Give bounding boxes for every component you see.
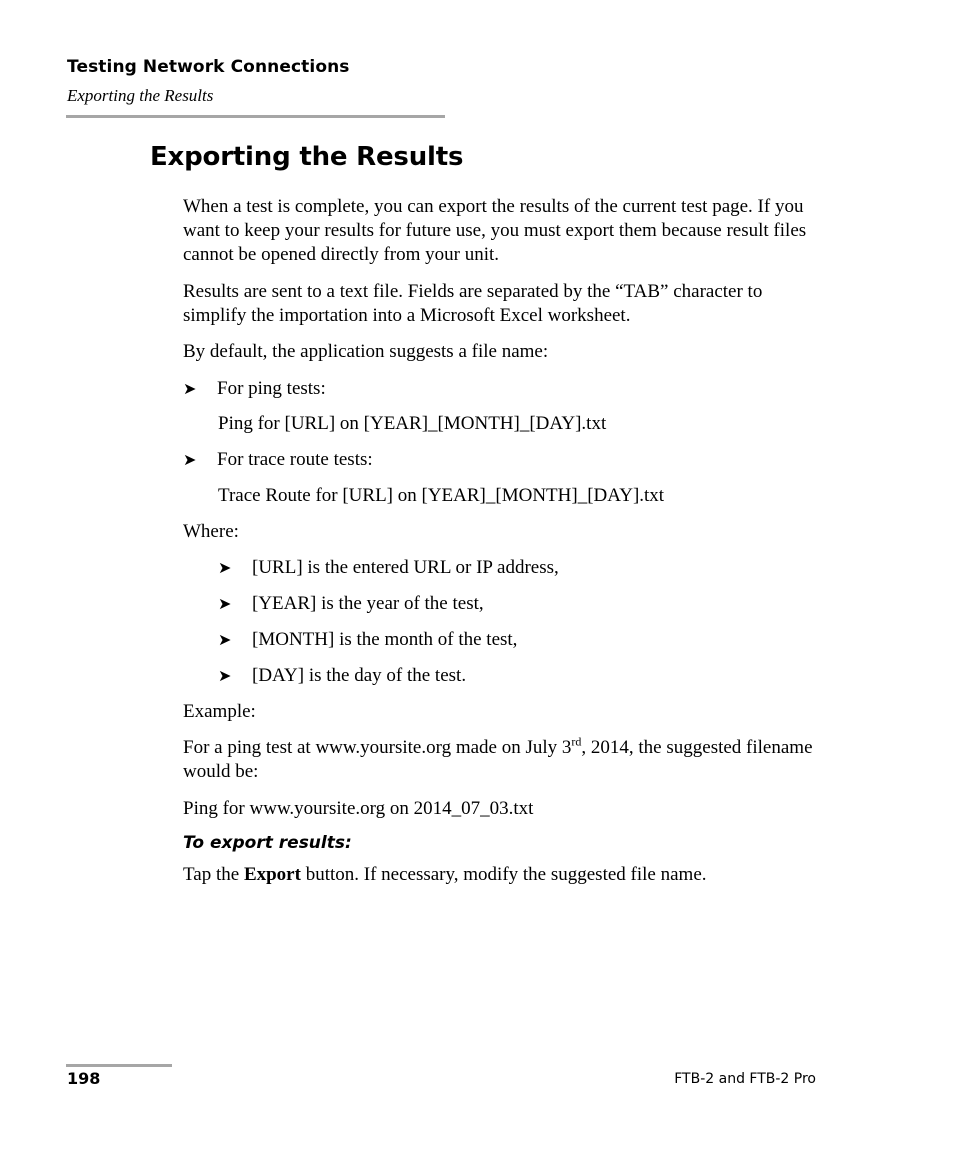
footer-product-name: FTB-2 and FTB-2 Pro xyxy=(674,1071,816,1087)
arrowhead-bullet-icon: ➤ xyxy=(218,594,232,613)
bullet-label: For trace route tests: xyxy=(217,449,373,470)
arrowhead-bullet-icon: ➤ xyxy=(183,450,197,469)
procedure-text-start: Tap the xyxy=(183,864,244,885)
page-number: 198 xyxy=(67,1069,101,1088)
footer-divider xyxy=(66,1064,172,1067)
procedure-step xyxy=(183,863,823,887)
default-name-paragraph: By default, the application suggests a file name: xyxy=(183,341,549,362)
bullet-item-ping xyxy=(183,377,326,401)
header-divider xyxy=(66,115,445,118)
where-item-text: [URL] is the entered URL or IP address, xyxy=(252,557,559,578)
example-label: Example: xyxy=(183,701,256,722)
arrowhead-bullet-icon: ➤ xyxy=(218,558,232,577)
where-item-month xyxy=(218,628,517,652)
where-item-text: [YEAR] is the year of the test, xyxy=(252,593,484,614)
procedure-text-end: button. If necessary, modify the suggested file name. xyxy=(300,864,707,885)
where-item-text: [DAY] is the day of the test. xyxy=(252,665,467,686)
where-item-text: [MONTH] is the month of the test, xyxy=(252,629,518,650)
trace-route-file-name-pattern: Trace Route for [URL] on [YEAR]_[MONTH]_[DAY].txt xyxy=(218,485,665,506)
ping-file-name-pattern: Ping for [URL] on [YEAR]_[MONTH]_[DAY].txt xyxy=(218,413,607,434)
page-title: Exporting the Results xyxy=(150,142,464,172)
header-chapter-title: Testing Network Connections xyxy=(67,57,350,77)
example-file-name: Ping for www.yoursite.org on 2014_07_03.txt xyxy=(183,798,534,819)
example-sentence-end: , 2014, the suggested filename would be: xyxy=(183,737,813,782)
procedure-heading: To export results: xyxy=(183,833,352,853)
bullet-label: For ping tests: xyxy=(217,378,326,399)
example-sentence-start: For a ping test at www.yoursite.org made on July 3 xyxy=(183,737,572,758)
where-item-url xyxy=(218,556,559,580)
header-section-title: Exporting the Results xyxy=(67,86,214,105)
where-item-year xyxy=(218,592,484,616)
where-item-day xyxy=(218,664,466,688)
format-paragraph: Results are sent to a text file. Fields are separated by the “TAB” character to simplify the importation into a Microsoft Excel worksheet. xyxy=(183,281,763,326)
where-label: Where: xyxy=(183,521,239,542)
export-button-name: Export xyxy=(243,864,301,885)
arrowhead-bullet-icon: ➤ xyxy=(218,666,232,685)
intro-paragraph: When a test is complete, you can export the results of the current test page. If you want to keep your results for future use, you must export them because result files cannot be opened directly from your unit. xyxy=(183,196,807,265)
arrowhead-bullet-icon: ➤ xyxy=(218,630,232,649)
bullet-item-trace-route xyxy=(183,448,373,472)
example-sentence xyxy=(183,736,813,784)
ordinal-suffix: rd xyxy=(571,734,582,749)
arrowhead-bullet-icon: ➤ xyxy=(183,379,197,398)
